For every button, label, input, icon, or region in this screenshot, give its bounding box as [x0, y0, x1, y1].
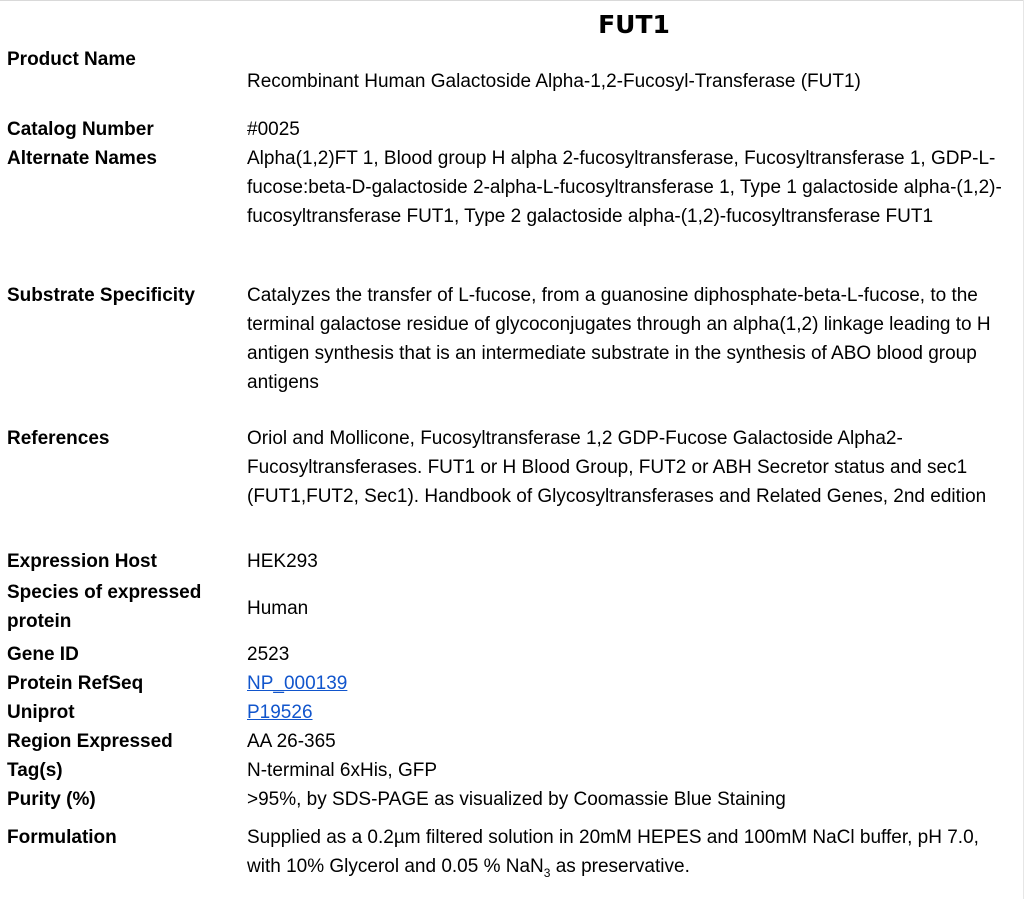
gene-id-value: 2523: [247, 644, 290, 665]
formulation-label: Formulation: [7, 827, 117, 848]
uniprot-link[interactable]: P19526: [247, 702, 313, 723]
species-label-line2: protein: [7, 611, 72, 632]
page-title: FUT1: [598, 10, 670, 39]
protein-refseq-label: Protein RefSeq: [7, 673, 144, 694]
purity-label: Purity (%): [7, 789, 96, 810]
species-label-line1: Species of expressed: [7, 582, 202, 603]
references-label: References: [7, 428, 110, 449]
substrate-specificity-value: Catalyzes the transfer of L-fucose, from a guanosine diphosphate-beta-L-fucose, to the terminal galactose residue of glycoconjugates through an alpha(1,2) linkage leading to H antigen synthesis that is an intermediate substrate in the synthesis of ABO blood group antigens: [247, 285, 991, 393]
region-expressed-value: AA 26-365: [247, 731, 336, 752]
catalog-number-value: #0025: [247, 119, 300, 140]
formulation-subscript: 3: [543, 865, 551, 880]
region-expressed-label: Region Expressed: [7, 731, 173, 752]
species-label: [7, 578, 239, 636]
protein-refseq-link[interactable]: NP_000139: [247, 673, 348, 694]
references-value: Oriol and Mollicone, Fucosyltransferase 1,2 GDP-Fucose Galactoside Alpha2-Fucosyltransferases. FUT1 or H Blood Group, FUT2 or ABH Secretor status and sec1 (FUT1,FUT2, Sec1). Handbook of Glycosyltransferases and Related Genes, 2nd edition: [247, 428, 987, 507]
tags-value: N-terminal 6xHis, GFP: [247, 760, 438, 781]
protein-refseq-value: [247, 669, 1017, 698]
catalog-number-label: Catalog Number: [7, 119, 154, 140]
product-name-value: Recombinant Human Galactoside Alpha-1,2-Fucosyl-Transferase (FUT1): [247, 71, 861, 92]
formulation-text-part2: as preservative.: [550, 856, 690, 877]
purity-value: >95%, by SDS-PAGE as visualized by Coomassie Blue Staining: [247, 789, 786, 810]
tags-label: Tag(s): [7, 760, 63, 781]
alternate-names-label: Alternate Names: [7, 148, 157, 169]
alternate-names-value: Alpha(1,2)FT 1, Blood group H alpha 2-fucosyltransferase, Fucosyltransferase 1, GDP-L-fucose:beta-D-galactoside 2-alpha-L-fucosyltransferase 1, Type 1 galactoside alpha-(1,2)-fucosyltransferase FUT1, Type 2 galactoside alpha-(1,2)-fucosyltransferase FUT1: [247, 148, 1002, 227]
top-border: [0, 0, 1024, 1]
substrate-specificity-label: Substrate Specificity: [7, 285, 195, 306]
expression-host-label: Expression Host: [7, 551, 157, 572]
expression-host-value: HEK293: [247, 551, 318, 572]
uniprot-label: Uniprot: [7, 702, 75, 723]
uniprot-value: [247, 698, 1017, 727]
product-name-label: Product Name: [7, 49, 136, 70]
formulation-value: [247, 823, 1017, 881]
formulation-text-part1: Supplied as a 0.2µm filtered solution in 20mM HEPES and 100mM NaCl buffer, pH 7.0, with 10% Glycerol and 0.05 % NaN: [247, 827, 979, 877]
species-value: Human: [247, 598, 309, 619]
gene-id-label: Gene ID: [7, 644, 79, 665]
